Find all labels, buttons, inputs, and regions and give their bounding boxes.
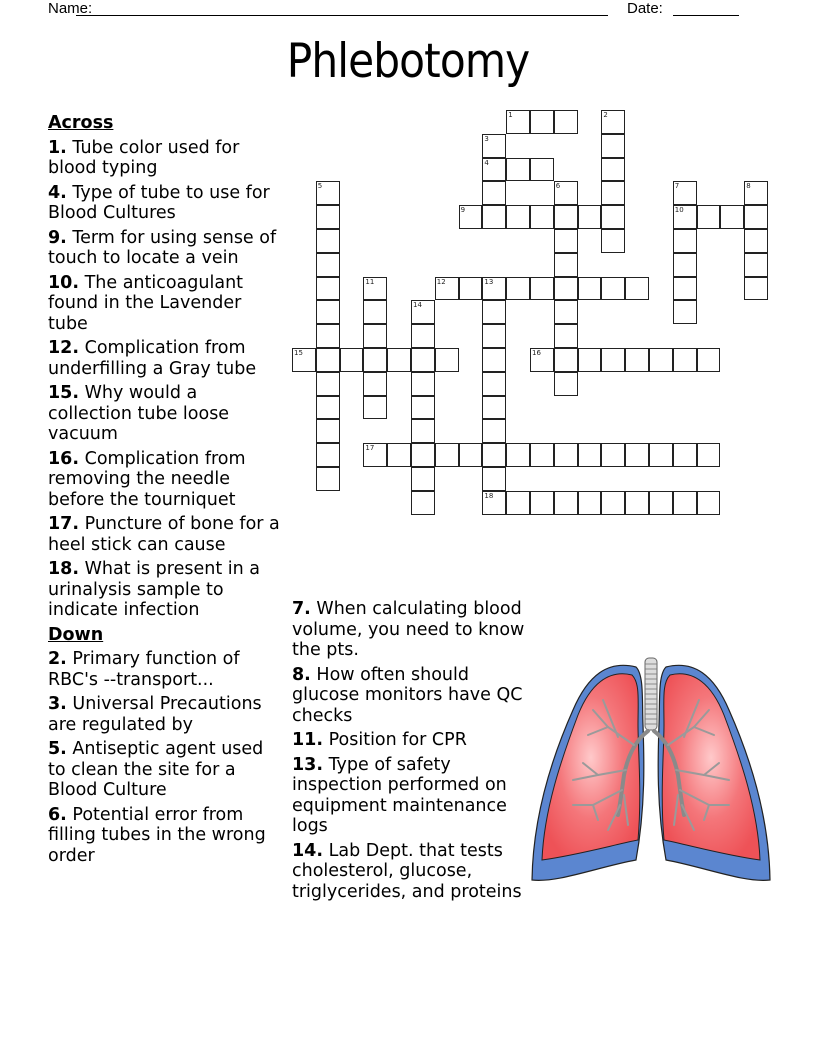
- cell-number: 5: [317, 182, 323, 191]
- cell-number: 16: [532, 349, 541, 357]
- grid-cell[interactable]: [601, 277, 625, 301]
- grid-cell[interactable]: [316, 443, 340, 467]
- grid-cell[interactable]: [316, 372, 340, 396]
- grid-cell[interactable]: [697, 348, 721, 372]
- grid-cell[interactable]: [363, 324, 387, 348]
- clue-across-10: [48, 273, 284, 335]
- grid-cell[interactable]: [506, 110, 530, 134]
- clue-text: How often should glucose monitors have QC checks: [292, 664, 523, 726]
- grid-cell[interactable]: [316, 300, 340, 324]
- clue-text: Term for using sense of touch to locate a vein: [48, 227, 277, 268]
- grid-cell[interactable]: [530, 205, 554, 229]
- grid-cell[interactable]: [316, 396, 340, 420]
- grid-cell[interactable]: [601, 443, 625, 467]
- clue-number: 16.: [48, 448, 80, 469]
- grid-cell[interactable]: [601, 348, 625, 372]
- grid-cell[interactable]: [482, 491, 506, 515]
- clues-right-column: [292, 599, 528, 906]
- grid-cell[interactable]: [673, 181, 697, 205]
- clue-down-5: [48, 739, 284, 801]
- grid-cell[interactable]: [578, 205, 602, 229]
- grid-cell[interactable]: [316, 277, 340, 301]
- grid-cell[interactable]: [530, 158, 554, 182]
- grid-cell[interactable]: [554, 372, 578, 396]
- grid-cell[interactable]: [554, 253, 578, 277]
- clue-across-4: [48, 183, 284, 224]
- clue-number: 1.: [48, 137, 67, 158]
- clue-text: Tube color used for blood typing: [48, 137, 240, 178]
- grid-cell[interactable]: [578, 277, 602, 301]
- grid-cell[interactable]: [673, 229, 697, 253]
- cell-number: 3: [484, 134, 489, 143]
- grid-cell[interactable]: [435, 348, 459, 372]
- cell-number: 4: [484, 158, 489, 167]
- grid-cell[interactable]: [482, 443, 506, 467]
- clue-down-8: [292, 665, 528, 727]
- grid-cell[interactable]: [411, 348, 435, 372]
- grid-cell[interactable]: [506, 158, 530, 182]
- grid-cell[interactable]: [554, 348, 578, 372]
- clue-number: 18.: [48, 559, 80, 579]
- grid-cell[interactable]: [506, 205, 530, 229]
- grid-cell[interactable]: [316, 324, 340, 348]
- clue-number: 3.: [48, 694, 67, 714]
- grid-cell[interactable]: [459, 443, 483, 467]
- grid-cell[interactable]: [697, 491, 721, 515]
- grid-cell[interactable]: [411, 443, 435, 467]
- clue-number: 5.: [48, 739, 67, 759]
- grid-cell[interactable]: [673, 300, 697, 324]
- grid-cell[interactable]: [673, 491, 697, 515]
- grid-cell[interactable]: [697, 443, 721, 467]
- grid-cell[interactable]: [411, 324, 435, 348]
- grid-cell[interactable]: [744, 277, 768, 301]
- down-heading: Down: [48, 624, 104, 645]
- grid-cell[interactable]: [530, 277, 554, 301]
- cell-number: 13: [484, 277, 494, 286]
- grid-cell[interactable]: [316, 205, 340, 229]
- across-heading: Across: [48, 113, 114, 133]
- grid-cell[interactable]: [459, 277, 483, 301]
- cell-number: 8: [746, 182, 751, 191]
- grid-cell[interactable]: [316, 181, 340, 205]
- grid-cell[interactable]: [459, 205, 483, 229]
- cell-number: 15: [294, 349, 303, 357]
- clue-number: 4.: [48, 182, 67, 203]
- clue-number: 14.: [292, 840, 324, 861]
- grid-cell[interactable]: [363, 372, 387, 396]
- grid-cell[interactable]: [363, 443, 387, 467]
- grid-cell[interactable]: [482, 372, 506, 396]
- grid-cell[interactable]: [482, 419, 506, 443]
- grid-cell[interactable]: [673, 253, 697, 277]
- grid-cell[interactable]: [649, 491, 673, 515]
- clue-number: 6.: [48, 804, 67, 825]
- grid-cell[interactable]: [316, 467, 340, 491]
- grid-cell[interactable]: [649, 443, 673, 467]
- grid-cell[interactable]: [482, 348, 506, 372]
- grid-cell[interactable]: [316, 419, 340, 443]
- grid-cell[interactable]: [482, 300, 506, 324]
- clue-down-7: [292, 599, 528, 661]
- clue-across-16: [48, 449, 284, 511]
- grid-cell[interactable]: [316, 348, 340, 372]
- clue-text: When calculating blood volume, you need to know the pts.: [292, 599, 525, 660]
- grid-cell[interactable]: [411, 467, 435, 491]
- grid-cell[interactable]: [673, 348, 697, 372]
- grid-cell[interactable]: [482, 396, 506, 420]
- grid-cell[interactable]: [554, 229, 578, 253]
- clue-text: Antiseptic agent used to clean the site for a Blood Culture: [48, 739, 264, 800]
- date-label: Date:: [627, 0, 663, 17]
- clue-across-15: [48, 383, 284, 445]
- grid-cell[interactable]: [744, 205, 768, 229]
- grid-cell[interactable]: [411, 372, 435, 396]
- grid-cell[interactable]: [554, 300, 578, 324]
- grid-cell[interactable]: [554, 205, 578, 229]
- clue-text: Complication from removing the needle before the tourniquet: [48, 448, 246, 510]
- grid-cell[interactable]: [387, 348, 411, 372]
- grid-cell[interactable]: [363, 396, 387, 420]
- name-field[interactable]: [76, 15, 608, 16]
- clue-number: 11.: [292, 730, 324, 750]
- grid-cell[interactable]: [482, 158, 506, 182]
- clue-text: Lab Dept. that tests cholesterol, glucose, triglycerides, and proteins: [292, 840, 522, 902]
- grid-cell[interactable]: [411, 396, 435, 420]
- clue-text: Complication from underfilling a Gray tube: [48, 338, 257, 379]
- clue-number: 15.: [48, 383, 80, 403]
- clue-text: Type of tube to use for Blood Cultures: [48, 182, 270, 223]
- clue-down-6: [48, 805, 284, 867]
- clue-number: 2.: [48, 649, 67, 669]
- clue-number: 10.: [48, 272, 80, 293]
- grid-cell[interactable]: [506, 491, 530, 515]
- clue-number: 13.: [292, 754, 324, 775]
- cell-number: 7: [674, 182, 680, 191]
- crossword-grid: [292, 110, 772, 520]
- clues-left-column: [48, 113, 284, 870]
- clue-number: 17.: [48, 514, 80, 534]
- grid-cell[interactable]: [601, 181, 625, 205]
- cell-number: 9: [460, 206, 466, 215]
- lungs-icon: [528, 655, 774, 895]
- clue-text: Primary function of RBC's --transport...: [48, 649, 240, 690]
- clue-across-9: [48, 228, 284, 269]
- grid-cell[interactable]: [554, 443, 578, 467]
- grid-cell[interactable]: [601, 158, 625, 182]
- grid-cell[interactable]: [411, 491, 435, 515]
- grid-cell[interactable]: [530, 348, 554, 372]
- clue-across-18: [48, 559, 284, 621]
- grid-cell[interactable]: [554, 181, 578, 205]
- grid-cell[interactable]: [411, 419, 435, 443]
- clue-down-11: [292, 730, 528, 751]
- grid-cell[interactable]: [578, 491, 602, 515]
- grid-cell[interactable]: [411, 300, 435, 324]
- grid-cell[interactable]: [625, 348, 649, 372]
- grid-cell[interactable]: [340, 348, 364, 372]
- grid-cell[interactable]: [601, 134, 625, 158]
- grid-cell[interactable]: [601, 491, 625, 515]
- date-field[interactable]: [673, 15, 739, 16]
- clue-text: Why would a collection tube loose vacuum: [48, 383, 230, 444]
- grid-cell[interactable]: [625, 491, 649, 515]
- grid-cell[interactable]: [578, 443, 602, 467]
- header: [0, 0, 816, 20]
- grid-cell[interactable]: [482, 205, 506, 229]
- grid-cell[interactable]: [363, 348, 387, 372]
- grid-cell[interactable]: [601, 229, 625, 253]
- grid-cell[interactable]: [554, 277, 578, 301]
- grid-cell[interactable]: [554, 491, 578, 515]
- grid-cell[interactable]: [506, 277, 530, 301]
- grid-cell[interactable]: [673, 277, 697, 301]
- clue-across-12: [48, 338, 284, 379]
- grid-cell[interactable]: [506, 443, 530, 467]
- grid-cell[interactable]: [744, 181, 768, 205]
- grid-cell[interactable]: [625, 277, 649, 301]
- clue-text: Universal Precautions are regulated by: [48, 694, 262, 735]
- name-label: Name:: [48, 0, 93, 17]
- grid-cell[interactable]: [649, 348, 673, 372]
- grid-cell[interactable]: [316, 229, 340, 253]
- grid-cell[interactable]: [435, 443, 459, 467]
- grid-cell[interactable]: [482, 467, 506, 491]
- cell-number: 17: [365, 444, 375, 453]
- cell-number: 10: [674, 206, 684, 215]
- clue-text: Position for CPR: [328, 730, 467, 750]
- grid-cell[interactable]: [673, 205, 697, 229]
- cell-number: 1: [508, 111, 513, 119]
- clue-down-3: [48, 694, 284, 735]
- cell-number: 6: [555, 182, 561, 191]
- grid-cell[interactable]: [363, 277, 387, 301]
- grid-cell[interactable]: [720, 205, 744, 229]
- clue-across-1: [48, 138, 284, 179]
- grid-cell[interactable]: [482, 134, 506, 158]
- grid-cell[interactable]: [387, 443, 411, 467]
- grid-cell[interactable]: [363, 300, 387, 324]
- clue-text: Puncture of bone for a heel stick can cause: [48, 514, 280, 555]
- grid-cell[interactable]: [744, 253, 768, 277]
- cell-number: 18: [484, 491, 494, 500]
- grid-cell[interactable]: [601, 110, 625, 134]
- clue-text: Potential error from filling tubes in the wrong order: [48, 804, 266, 866]
- clue-number: 7.: [292, 599, 311, 619]
- cell-number: 12: [436, 277, 446, 286]
- grid-cell[interactable]: [530, 443, 554, 467]
- clue-down-14: [292, 841, 528, 903]
- cell-number: 2: [603, 111, 608, 119]
- clue-text: The anticoagulant found in the Lavender tube: [48, 272, 244, 334]
- clue-text: What is present in a urinalysis sample to indicate infection: [48, 559, 261, 620]
- clue-number: 12.: [48, 338, 80, 358]
- grid-cell[interactable]: [625, 443, 649, 467]
- cell-number: 11: [365, 277, 375, 286]
- grid-cell[interactable]: [482, 324, 506, 348]
- grid-cell[interactable]: [744, 229, 768, 253]
- grid-cell[interactable]: [482, 277, 506, 301]
- grid-cell[interactable]: [530, 110, 554, 134]
- clue-across-17: [48, 514, 284, 555]
- grid-cell[interactable]: [673, 443, 697, 467]
- grid-cell[interactable]: [601, 205, 625, 229]
- grid-cell[interactable]: [292, 348, 316, 372]
- grid-cell[interactable]: [482, 181, 506, 205]
- cell-number: 14: [413, 301, 422, 310]
- page-title: Phlebotomy: [286, 34, 530, 89]
- clue-text: Type of safety inspection performed on equipment maintenance logs: [292, 754, 507, 836]
- grid-cell[interactable]: [435, 277, 459, 301]
- grid-cell[interactable]: [554, 110, 578, 134]
- clue-down-13: [292, 755, 528, 837]
- grid-cell[interactable]: [530, 491, 554, 515]
- clue-number: 8.: [292, 664, 311, 685]
- clue-number: 9.: [48, 227, 67, 248]
- grid-cell[interactable]: [554, 324, 578, 348]
- grid-cell[interactable]: [578, 348, 602, 372]
- clue-down-2: [48, 649, 284, 690]
- grid-cell[interactable]: [697, 205, 721, 229]
- grid-cell[interactable]: [316, 253, 340, 277]
